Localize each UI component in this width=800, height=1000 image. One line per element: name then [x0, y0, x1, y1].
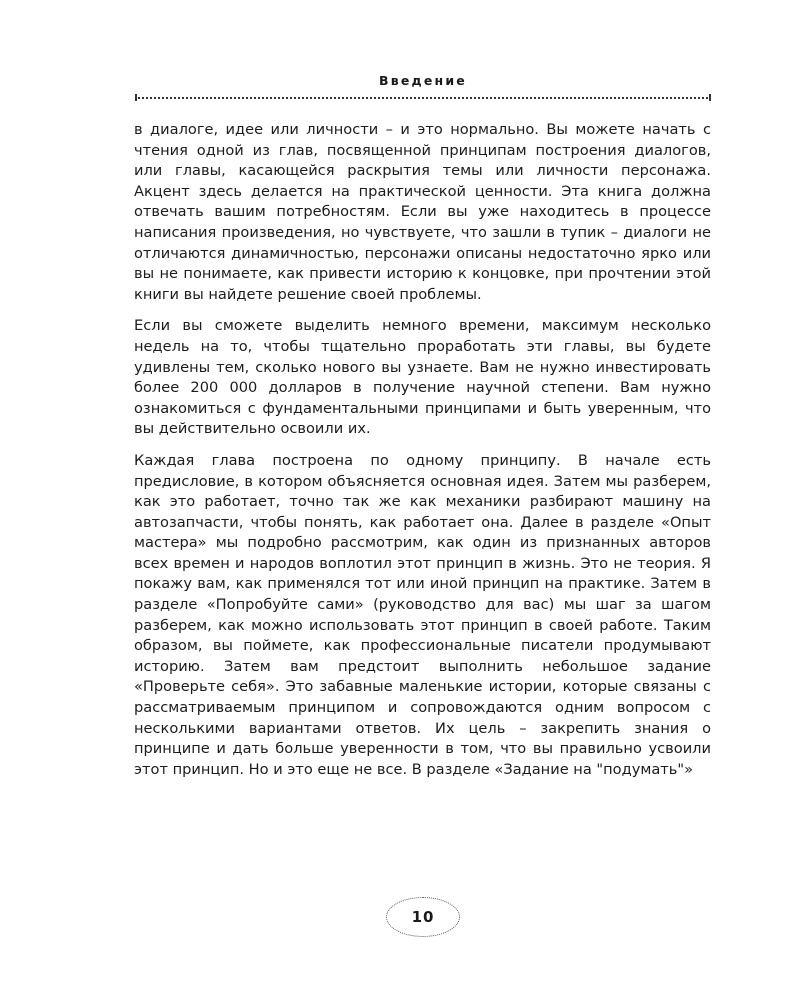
header-dotted-rule: [135, 97, 711, 99]
paragraph: в диалоге, идее или личности – и это нормально. Вы можете начать с чтения одной из глав, посвященной принципам построения диалогов, или главы, касающейся раскрытия темы или личности персонажа. Акцент здесь делается на практической ценности. Эта книга должна отвечать вашим потребностям. Если вы уже находитесь в процессе написания произведения, но чувствуете, что зашли в тупик – диалоги не отличаются динамичностью, персонажи описаны недостаточно ярко или вы не понимаете, как привести историю к концовке, при прочтении этой книги вы найдете решение своей проблемы.: [134, 121, 711, 303]
body-text: [134, 120, 711, 780]
paragraph: Каждая глава построена по одному принципу. В начале есть предисловие, в котором объясняется основная идея. Затем мы разберем, как это работает, точно так же как механики разбирают машину на автозапчасти, чтобы понять, как работает она. Далее в разделе «Опыт мастера» мы подробно рассмотрим, как один из признанных авторов всех времен и народов воплотил этот принцип в жизнь. Это не теория. Я покажу вам, как применялся тот или иной принцип на практике. Затем в разделе «Попробуйте сами» (руководство для вас) мы шаг за шагом разберем, как можно использовать этот принцип в своей работе. Таким образом, вы поймете, как профессиональные писатели продумывают историю. Затем вам предстоит выполнить небольшое задание «Проверьте себя». Это забавные маленькие истории, которые связаны с рассматриваемым принципом и сопровождаются одним вопросом с несколькими вариантами ответов. Их цель – закрепить знания о принципе и дать больше уверенности в том, что вы правильно усвоили этот принцип. Но и это еще не все. В разделе «Задание на "подумать"»: [134, 451, 711, 778]
page-number: 10: [386, 897, 460, 937]
paragraph: Если вы сможете выделить немного времени, максимум несколько недель на то, чтобы тщательно проработать эти главы, вы будете удивлены тем, сколько нового вы узнаете. Вам не нужно инвестировать более 200 000 долларов в получение научной степени. Вам нужно ознакомиться с фундаментальными принципами и быть уверенным, что вы действительно освоили их.: [134, 317, 711, 438]
running-head-chapter-title: Введение: [379, 73, 467, 88]
